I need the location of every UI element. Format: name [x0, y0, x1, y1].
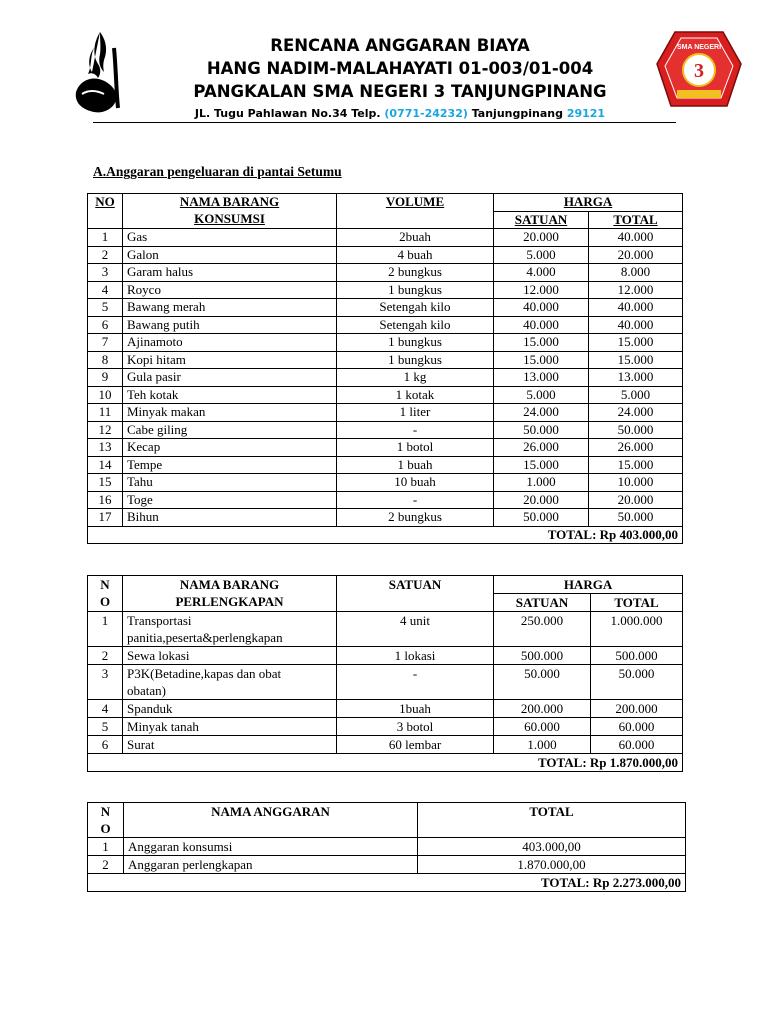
row-unit-price: 20.000: [494, 229, 589, 247]
grand-total-row: [88, 874, 686, 892]
col-name-header-l2: KONSUMSI: [194, 210, 265, 226]
row-total: 1.870.000,00: [418, 856, 686, 874]
row-item-name: Teh kotak: [123, 386, 337, 404]
row-volume: 4 buah: [337, 246, 494, 264]
row-item-name-l2: panitia,peserta&perlengkapan: [127, 630, 283, 645]
row-unit-price: 20.000: [494, 491, 589, 509]
col-no-header-l1: N: [100, 577, 110, 592]
row-item-name: Tahu: [123, 474, 337, 492]
row-unit-price: 26.000: [494, 439, 589, 457]
table-row: [88, 736, 683, 754]
col-name-header-l2: PERLENGKAPAN: [175, 594, 284, 609]
grand-total-row: [88, 754, 683, 772]
grand-total-row: [88, 526, 683, 544]
letterhead-address: [150, 107, 650, 120]
row-no: 10: [88, 386, 123, 404]
table-row: [88, 229, 683, 247]
row-volume: -: [337, 421, 494, 439]
table-row: [88, 404, 683, 422]
table-row: [88, 509, 683, 527]
col-unit-header: SATUAN: [337, 576, 494, 612]
table-header-row: [88, 576, 683, 594]
table-row: [88, 700, 683, 718]
row-item-name: Kopi hitam: [123, 351, 337, 369]
table-row: [88, 856, 686, 874]
row-no: 15: [88, 474, 123, 492]
row-total: 12.000: [589, 281, 683, 299]
table-row: [88, 439, 683, 457]
grand-total: TOTAL: Rp 403.000,00: [88, 526, 683, 544]
col-total-header: TOTAL: [589, 211, 683, 229]
postal-code: 29121: [566, 107, 606, 120]
col-no-header-l2: O: [100, 821, 111, 836]
row-total: 8.000: [589, 264, 683, 282]
row-total: 200.000: [591, 700, 683, 718]
row-item-name: [123, 718, 337, 736]
row-quantity: 60 lembar: [337, 736, 494, 754]
row-total: 20.000: [589, 246, 683, 264]
table-row: [88, 351, 683, 369]
col-harga-header: HARGA: [494, 194, 683, 212]
row-no: 13: [88, 439, 123, 457]
row-volume: Setengah kilo: [337, 316, 494, 334]
row-no: 2: [88, 856, 124, 874]
row-no: 1: [88, 612, 123, 647]
row-unit-price: 50.000: [494, 509, 589, 527]
row-volume: 1 kg: [337, 369, 494, 387]
row-total: 15.000: [589, 456, 683, 474]
row-total: 15.000: [589, 334, 683, 352]
row-item-name-l1: Transportasi: [127, 613, 192, 628]
row-item-name: Toge: [123, 491, 337, 509]
col-no-header: [88, 576, 123, 612]
row-total: 5.000: [589, 386, 683, 404]
row-total: 15.000: [589, 351, 683, 369]
row-total: 500.000: [591, 647, 683, 665]
row-item-name: [123, 736, 337, 754]
row-volume: 10 buah: [337, 474, 494, 492]
row-no: 4: [88, 700, 123, 718]
row-no: 7: [88, 334, 123, 352]
row-unit-price: 15.000: [494, 456, 589, 474]
row-unit-price: 250.000: [494, 612, 591, 647]
row-item-name-l1: Sewa lokasi: [127, 648, 190, 663]
row-unit-price: 40.000: [494, 299, 589, 317]
col-name-header: NAMA ANGGARAN: [124, 803, 418, 838]
row-no: 3: [88, 665, 123, 700]
table-row: [88, 718, 683, 736]
row-no: 5: [88, 718, 123, 736]
row-quantity: -: [337, 665, 494, 700]
emblem-number: 3: [694, 60, 704, 82]
table-row: [88, 456, 683, 474]
row-item-name: Galon: [123, 246, 337, 264]
row-item-name: Bihun: [123, 509, 337, 527]
row-item-name: Minyak makan: [123, 404, 337, 422]
row-item-name-l1: P3K(Betadine,kapas dan obat: [127, 666, 282, 681]
table-header-row: [88, 194, 683, 212]
row-unit-price: 1.000: [494, 736, 591, 754]
row-volume: 1 buah: [337, 456, 494, 474]
row-quantity: 3 botol: [337, 718, 494, 736]
equipment-budget-table: [87, 575, 683, 772]
row-unit-price: 60.000: [494, 718, 591, 736]
col-name-header-l1: NAMA BARANG: [179, 194, 280, 209]
table-row: [88, 421, 683, 439]
emblem-school-text: SMA NEGERI: [676, 44, 722, 51]
row-quantity: 1 lokasi: [337, 647, 494, 665]
header-divider: [93, 122, 676, 123]
table-row: [88, 838, 686, 856]
row-total: 26.000: [589, 439, 683, 457]
table-row: [88, 299, 683, 317]
table-row: [88, 491, 683, 509]
row-total: 1.000.000: [591, 612, 683, 647]
row-unit-price: 500.000: [494, 647, 591, 665]
col-no-header: NO: [88, 194, 123, 229]
row-no: 6: [88, 316, 123, 334]
table-row: [88, 281, 683, 299]
row-volume: 1 bungkus: [337, 351, 494, 369]
row-unit-price: 5.000: [494, 246, 589, 264]
row-unit-price: 50.000: [494, 421, 589, 439]
row-item-name: Gula pasir: [123, 369, 337, 387]
row-no: 1: [88, 838, 124, 856]
row-unit-price: 15.000: [494, 334, 589, 352]
row-total: 40.000: [589, 316, 683, 334]
row-no: 5: [88, 299, 123, 317]
row-volume: -: [337, 491, 494, 509]
row-no: 4: [88, 281, 123, 299]
col-volume-header: VOLUME: [337, 194, 494, 229]
table-row: [88, 665, 683, 700]
row-item-name: Bawang merah: [123, 299, 337, 317]
row-item-name: [123, 700, 337, 718]
row-item-name: Bawang putih: [123, 316, 337, 334]
col-name-header: [123, 194, 337, 229]
city-text: Tanjungpinang: [467, 107, 567, 120]
row-no: 9: [88, 369, 123, 387]
row-unit-price: 13.000: [494, 369, 589, 387]
row-item-name: Royco: [123, 281, 337, 299]
row-no: 1: [88, 229, 123, 247]
row-no: 6: [88, 736, 123, 754]
row-volume: Setengah kilo: [337, 299, 494, 317]
row-item-name: [123, 665, 337, 700]
row-no: 11: [88, 404, 123, 422]
row-volume: 1 liter: [337, 404, 494, 422]
summary-budget-table: [87, 802, 686, 892]
row-total: 60.000: [591, 736, 683, 754]
row-item-name: Cabe giling: [123, 421, 337, 439]
col-satuan-header: SATUAN: [494, 594, 591, 612]
row-no: 14: [88, 456, 123, 474]
row-quantity: 1buah: [337, 700, 494, 718]
row-volume: 1 kotak: [337, 386, 494, 404]
row-unit-price: 5.000: [494, 386, 589, 404]
table-row: [88, 246, 683, 264]
scout-emblem-logo: [70, 28, 132, 122]
row-unit-price: 40.000: [494, 316, 589, 334]
col-name-header: [123, 576, 337, 612]
col-harga-header: HARGA: [494, 576, 683, 594]
row-item-name: Gas: [123, 229, 337, 247]
table-row: [88, 386, 683, 404]
grand-total: TOTAL: Rp 2.273.000,00: [88, 874, 686, 892]
row-volume: 2buah: [337, 229, 494, 247]
row-item-name: Kecap: [123, 439, 337, 457]
row-total: 50.000: [589, 509, 683, 527]
row-item-name: Ajinamoto: [123, 334, 337, 352]
row-no: 8: [88, 351, 123, 369]
phone-number: (0771-24232): [384, 107, 468, 120]
col-total-header: TOTAL: [418, 803, 686, 838]
school-emblem-logo: [655, 30, 743, 112]
col-satuan-header: SATUAN: [494, 211, 589, 229]
row-volume: 1 botol: [337, 439, 494, 457]
table-row: [88, 369, 683, 387]
letterhead-base: PANGKALAN SMA NEGERI 3 TANJUNGPINANG: [193, 82, 607, 101]
row-total: 20.000: [589, 491, 683, 509]
row-total: 50.000: [589, 421, 683, 439]
col-total-header: TOTAL: [591, 594, 683, 612]
letterhead-title: RENCANA ANGGARAN BIAYA: [270, 36, 530, 55]
col-name-header-l1: NAMA BARANG: [179, 577, 280, 592]
row-unit-price: 12.000: [494, 281, 589, 299]
row-total: 10.000: [589, 474, 683, 492]
col-no-header: [88, 803, 124, 838]
row-item-name: Tempe: [123, 456, 337, 474]
row-unit-price: 15.000: [494, 351, 589, 369]
row-unit-price: 4.000: [494, 264, 589, 282]
row-no: 16: [88, 491, 123, 509]
row-no: 3: [88, 264, 123, 282]
row-item-name: Garam halus: [123, 264, 337, 282]
row-quantity: 4 unit: [337, 612, 494, 647]
letterhead-unit: HANG NADIM-MALAHAYATI 01-003/01-004: [206, 59, 594, 78]
row-volume: 2 bungkus: [337, 264, 494, 282]
row-total: 24.000: [589, 404, 683, 422]
table-row: [88, 474, 683, 492]
row-budget-name: Anggaran konsumsi: [124, 838, 418, 856]
row-unit-price: 50.000: [494, 665, 591, 700]
row-unit-price: 24.000: [494, 404, 589, 422]
table-row: [88, 647, 683, 665]
row-total: 50.000: [591, 665, 683, 700]
row-item-name-l1: Minyak tanah: [127, 719, 199, 734]
row-item-name: [123, 612, 337, 647]
row-volume: 2 bungkus: [337, 509, 494, 527]
address-text: JL. Tugu Pahlawan No.34 Telp.: [194, 107, 385, 120]
row-total: 60.000: [591, 718, 683, 736]
row-no: 2: [88, 246, 123, 264]
row-total: 13.000: [589, 369, 683, 387]
row-no: 12: [88, 421, 123, 439]
row-total: 40.000: [589, 299, 683, 317]
table-row: [88, 334, 683, 352]
row-no: 17: [88, 509, 123, 527]
grand-total: TOTAL: Rp 1.870.000,00: [88, 754, 683, 772]
col-no-header-l1: N: [100, 804, 111, 819]
row-total: 403.000,00: [418, 838, 686, 856]
row-item-name-l1: Surat: [127, 737, 155, 752]
row-total: 40.000: [589, 229, 683, 247]
row-unit-price: 1.000: [494, 474, 589, 492]
table-row: [88, 316, 683, 334]
row-no: 2: [88, 647, 123, 665]
section-a-title: A.Anggaran pengeluaran di pantai Setumu: [93, 164, 342, 179]
col-no-header-l2: O: [99, 594, 111, 609]
letterhead: [150, 34, 650, 120]
consumption-budget-table: [87, 193, 683, 544]
row-budget-name: Anggaran perlengkapan: [124, 856, 418, 874]
table-row: [88, 612, 683, 647]
row-volume: 1 bungkus: [337, 334, 494, 352]
table-header-row: [88, 803, 686, 838]
row-item-name-l1: Spanduk: [127, 701, 173, 716]
row-volume: 1 bungkus: [337, 281, 494, 299]
row-item-name-l2: obatan): [127, 683, 166, 698]
row-item-name: [123, 647, 337, 665]
table-row: [88, 264, 683, 282]
row-unit-price: 200.000: [494, 700, 591, 718]
